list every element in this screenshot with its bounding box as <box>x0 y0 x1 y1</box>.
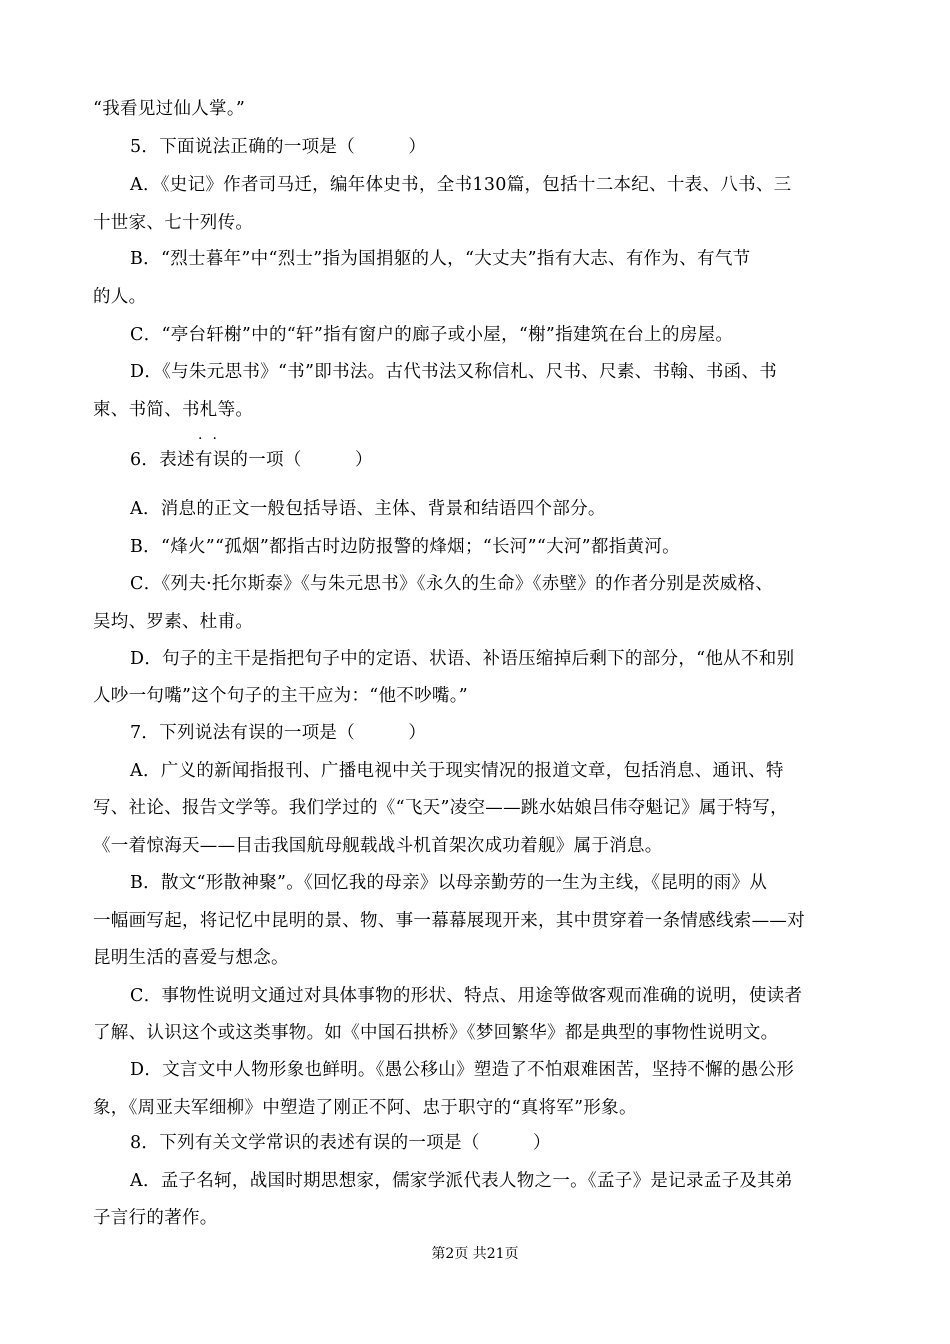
question-5-option-d: D．《与朱元思书》“书”即书法。古代书法又称信札、尺书、尺素、书翰、书函、书 <box>130 362 778 382</box>
question-7-option-a: A．广义的新闻指报刊、广播电视中关于现实情况的报道文章，包括消息、通讯、特 <box>130 761 784 781</box>
text-line: “我看见过仙人掌。” <box>93 99 246 119</box>
question-6-option-c: C．《列夫·托尔斯泰》《与朱元思书》《永久的生命》《赤壁》的作者分别是茨威格、 <box>130 574 774 594</box>
question-5-option-b: B．“烈士暮年”中“烈士”指为国捐躯的人，“大丈夫”指有大志、有作为、有气节 <box>130 249 751 269</box>
text-line: 《一着惊海天——目击我国航母舰载战斗机首架次成功着舰》属于消息。 <box>93 836 663 856</box>
question-6-option-a: A．消息的正文一般包括导语、主体、背景和结语四个部分。 <box>130 499 606 519</box>
text-line: 十世家、七十列传。 <box>93 213 254 233</box>
question-5-option-c: C．“亭台轩榭”中的“轩”指有窗户的廊子或小屋，“榭”指建筑在台上的房屋。 <box>130 325 734 345</box>
question-6-option-d: D．句子的主干是指把句子中的定语、状语、补语压缩掉后剩下的部分，“他从不和别 <box>130 649 795 669</box>
text-line: 象，《周亚夫军细柳》中塑造了刚正不阿、忠于职守的“真将军”形象。 <box>93 1098 637 1118</box>
question-6-stem: 6．表述有误的一项（ ） <box>130 450 373 470</box>
page-footer: 第2页 共21页 <box>431 1246 519 1262</box>
text-line: 昆明生活的喜爱与想念。 <box>93 948 289 968</box>
question-5-option-a: A．《史记》作者司马迁，编年体史书，全书130篇，包括十二本纪、十表、八书、三 <box>130 175 792 195</box>
question-6-option-b: B．“烽火”“孤烟”都指古时边防报警的烽烟；“长河”“大河”都指黄河。 <box>130 537 680 557</box>
text-line: 人吵一句嘴”这个句子的主干应为：“他不吵嘴。” <box>93 686 468 706</box>
emphasis-dots: ·· <box>198 431 227 447</box>
text-line: 写、社论、报告文学等。我们学过的《“飞天”凌空——跳水姑娘吕伟夺魁记》属于特写， <box>93 798 788 818</box>
text-line: 了解、认识这个或这类事物。如《中国石拱桥》《梦回繁华》都是典型的事物性说明文。 <box>93 1023 779 1043</box>
question-8-option-a: A．孟子名轲，战国时期思想家，儒家学派代表人物之一。《孟子》是记录孟子及其弟 <box>130 1171 793 1191</box>
text-line: 子言行的著作。 <box>93 1208 218 1228</box>
question-8-stem: 8．下列有关文学常识的表述有误的一项是（ ） <box>130 1133 551 1153</box>
question-7-option-c: C．事物性说明文通过对具体事物的形状、特点、用途等做客观而准确的说明，使读者 <box>130 986 803 1006</box>
text-line: 一幅画写起，将记忆中昆明的景、物、事一幕幕展现开来，其中贯穿着一条情感线索——对 <box>93 911 805 931</box>
text-line: 吴均、罗素、杜甫。 <box>93 612 254 632</box>
question-5-stem: 5．下面说法正确的一项是（ ） <box>130 137 427 157</box>
question-7-option-d: D．文言文中人物形象也鲜明。《愚公移山》塑造了不怕艰难困苦，坚持不懈的愚公形 <box>130 1060 795 1080</box>
text-line: 柬、书简、书札等。 <box>93 400 254 420</box>
question-7-stem: 7．下列说法有误的一项是（ ） <box>130 723 427 743</box>
text-line: 的人。 <box>93 287 147 307</box>
question-7-option-b: B．散文“形散神聚”。《回忆我的母亲》以母亲勤劳的一生为主线，《昆明的雨》从 <box>130 873 768 893</box>
